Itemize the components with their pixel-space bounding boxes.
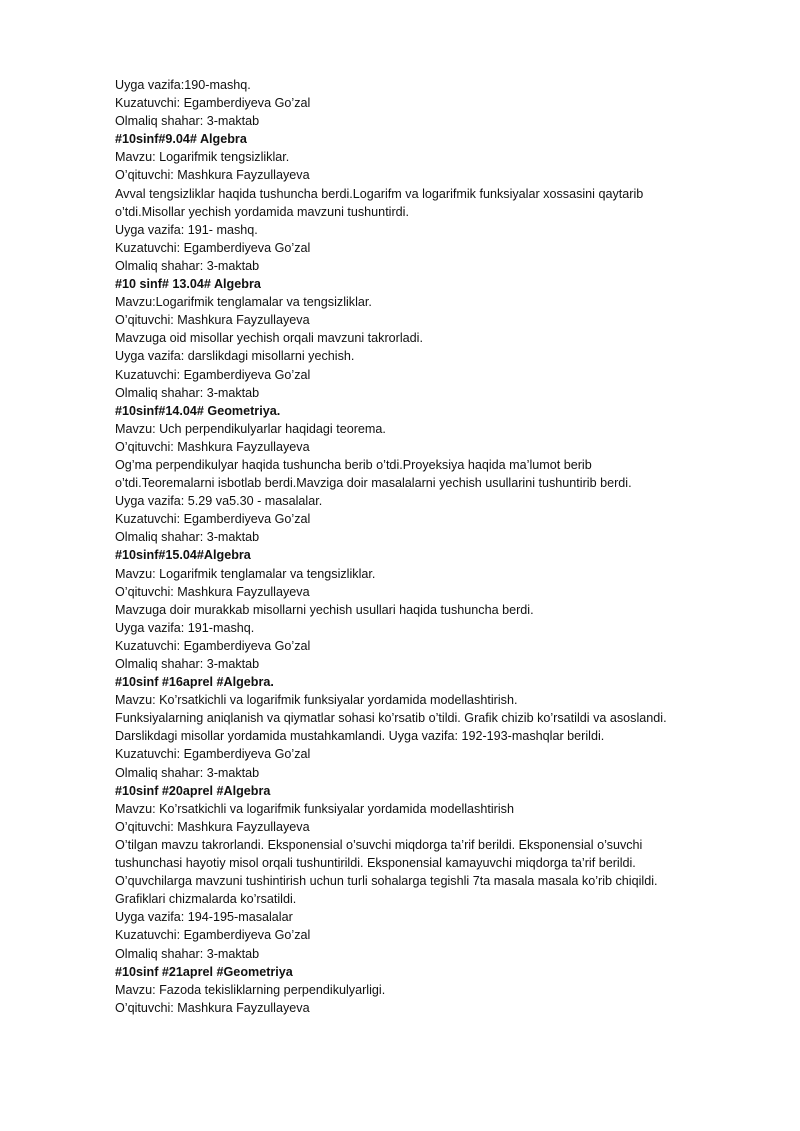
text-line: Mavzu: Logarifmik tengsizliklar. (115, 150, 290, 165)
text-line: Funksiyalarning aniqlanish va qiymatlar sohasi ko’rsatib o’tildi. Grafik chizib ko’rsatildi va asoslandi. (115, 711, 667, 726)
text-line: Kuzatuvchi: Egamberdiyeva Go’zal (115, 747, 311, 762)
lesson-heading: #10sinf#15.04#Algebra (115, 548, 251, 563)
document-body (115, 76, 715, 1017)
text-line: Uyga vazifa: 191- mashq. (115, 222, 258, 237)
text-line: Kuzatuvchi: Egamberdiyeva Go’zal (115, 96, 311, 111)
text-line: Avval tengsizliklar haqida tushuncha berdi.Logarifm va logarifmik funksiyalar xossasini qaytarib (115, 186, 644, 201)
text-line: Mavzu: Logarifmik tenglamalar va tengsizliklar. (115, 566, 376, 581)
text-line: O’qituvchi: Mashkura Fayzullayeva (115, 1000, 310, 1015)
text-line: Uyga vazifa:190-mashq. (115, 78, 251, 92)
text-line: Olmaliq shahar: 3-maktab (115, 946, 260, 961)
text-line: Uyga vazifa: darslikdagi misollarni yechish. (115, 349, 355, 364)
text-line: Mavzu:Logarifmik tenglamalar va tengsizliklar. (115, 295, 372, 310)
lesson-heading: #10 sinf# 13.04# Algebra (115, 277, 261, 292)
text-line: Darslikdagi misollar yordamida mustahkamlandi. Uyga vazifa: 192-193-mashqlar berildi. (115, 729, 605, 744)
text-line: O’tilgan mavzu takrorlandi. Eksponensial o’suvchi miqdorga ta’rif berildi. Eksponensial o’suvchi (115, 837, 643, 852)
text-line: Kuzatuvchi: Egamberdiyeva Go’zal (115, 512, 311, 527)
lesson-heading: #10sinf #21aprel #Geometriya (115, 964, 293, 979)
text-line: tushunchasi hayotiy misol orqali tushuntirildi. Eksponensial kamayuvchi miqdorga ta’rif berildi. (115, 856, 636, 871)
text-line: Grafiklari chizmalarda ko’rsatildi. (115, 892, 297, 907)
text-line: Uyga vazifa: 194-195-masalalar (115, 910, 293, 925)
text-line: Mavzuga doir murakkab misollarni yechish usullari haqida tushuncha berdi. (115, 602, 534, 617)
text-line: Kuzatuvchi: Egamberdiyeva Go’zal (115, 240, 311, 255)
text-line: O’qituvchi: Mashkura Fayzullayeva (115, 313, 310, 328)
text-line: Uyga vazifa: 191-mashq. (115, 620, 255, 635)
lesson-heading: #10sinf#9.04# Algebra (115, 132, 247, 147)
lesson-heading: #10sinf #16aprel #Algebra. (115, 675, 274, 690)
text-line: Olmaliq shahar: 3-maktab (115, 657, 260, 671)
text-line: O’quvchilarga mavzuni tushintirish uchun turli sohalarga tegishli 7ta masala masala ko’rib chiqildi. (115, 874, 658, 889)
lesson-heading: #10sinf #20aprel #Algebra (115, 783, 271, 798)
text-line: O’qituvchi: Mashkura Fayzullayeva (115, 168, 310, 183)
text-line: o’tdi.Misollar yechish yordamida mavzuni tushuntirdi. (115, 204, 409, 219)
text-line: Mavzu: Uch perpendikulyarlar haqidagi teorema. (115, 421, 386, 436)
text-line: O’qituvchi: Mashkura Fayzullayeva (115, 819, 310, 834)
text-line: Mavzu: Ko’rsatkichli va logarifmik funksiyalar yordamida modellashtirish. (115, 693, 518, 708)
text-line: Olmaliq shahar: 3-maktab (115, 765, 260, 780)
lesson-heading: #10sinf#14.04# Geometriya. (115, 403, 281, 418)
text-line: Kuzatuvchi: Egamberdiyeva Go’zal (115, 638, 311, 653)
text-line: Olmaliq shahar: 3-maktab (115, 258, 260, 273)
text-line: Kuzatuvchi: Egamberdiyeva Go’zal (115, 928, 311, 943)
text-line: Kuzatuvchi: Egamberdiyeva Go’zal (115, 367, 311, 382)
text-line: Olmaliq shahar: 3-maktab (115, 385, 260, 400)
text-line: Olmaliq shahar: 3-maktab (115, 530, 260, 545)
text-line: Mavzu: Ko’rsatkichli va logarifmik funksiyalar yordamida modellashtirish (115, 801, 514, 816)
text-line: o’tdi.Teoremalarni isbotlab berdi.Mavziga doir masalalarni yechish usullarini tushuntirib berdi. (115, 476, 632, 491)
text-line: Mavzu: Fazoda tekisliklarning perpendikulyarligi. (115, 982, 386, 997)
text-line: O’qituvchi: Mashkura Fayzullayeva (115, 439, 310, 454)
text-line: Og’ma perpendikulyar haqida tushuncha berib o’tdi.Proyeksiya haqida ma’lumot berib (115, 457, 592, 472)
text-line: O’qituvchi: Mashkura Fayzullayeva (115, 584, 310, 599)
text-line: Uyga vazifa: 5.29 va5.30 - masalalar. (115, 494, 323, 509)
text-line: Olmaliq shahar: 3-maktab (115, 114, 260, 129)
text-line: Mavzuga oid misollar yechish orqali mavzuni takrorladi. (115, 331, 423, 346)
